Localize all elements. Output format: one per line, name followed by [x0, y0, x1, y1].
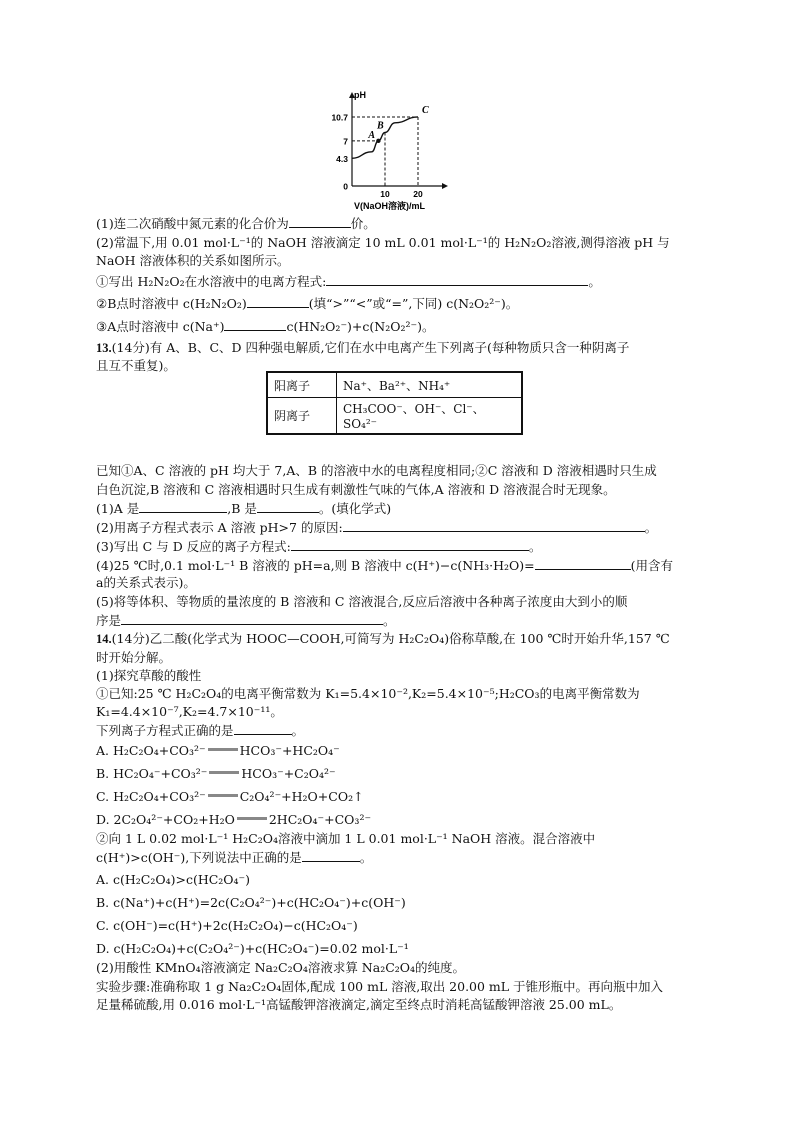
answer-blank[interactable]	[291, 538, 529, 551]
q14-k3-text: 下列离子方程式正确的是	[96, 723, 234, 738]
table-row	[267, 372, 522, 398]
answer-blank[interactable]	[139, 500, 227, 513]
y-tick-label: 0	[343, 181, 348, 192]
q13-part5-line1: (5)将等体积、等物质的量浓度的 B 溶液和 C 溶液混合,反应后溶液中各种离子浓度由大到小的顺	[96, 594, 628, 609]
q14-mix-line1: ②向 1 L 0.02 mol·L⁻¹ H₂C₂O₄溶液中滴加 1 L 0.01 mol·L⁻¹ NaOH 溶液。混合溶液中	[96, 831, 596, 846]
q13-part3	[96, 538, 541, 555]
q13-part1-a: (1)A 是	[96, 501, 140, 516]
question-number: 14.	[96, 632, 112, 646]
q13-known-line2: 白色沉淀,B 溶液和 C 溶液相遇时只生成有刺激性气味的气体,A 溶液和 D 溶液混合时无现象。	[96, 482, 616, 497]
option-a	[96, 743, 340, 759]
q12-part1-end: 价。	[350, 216, 376, 231]
option-d-left: D. 2C₂O₄²⁻+CO₂+H₂O	[96, 812, 235, 827]
x-tick-label: 20	[413, 189, 423, 199]
q13-part2	[96, 519, 657, 536]
question-number: 13.	[96, 341, 112, 355]
q14-header-line2: 时开始分解。	[96, 650, 172, 665]
q13-part4-tail: (用含有	[630, 558, 673, 573]
q13-part1-c: 。(填化学式)	[318, 501, 392, 516]
answer-blank[interactable]	[302, 849, 360, 862]
y-tick-label: 10.7	[331, 112, 348, 123]
q12-sub1	[96, 273, 601, 290]
answer-blank[interactable]	[535, 557, 631, 570]
x-axis-label: V(NaOH溶液)/mL	[354, 201, 426, 211]
q13-known-line1: 已知①A、C 溶液的 pH 均大于 7,A、B 的溶液中水的电离程度相同;②C 溶液和 D 溶液相遇时只生成	[96, 463, 657, 478]
answer-blank[interactable]	[289, 215, 351, 228]
equation-arrow	[237, 817, 267, 820]
y-axis-label: pH	[354, 90, 366, 100]
q12-sub1-text: ①写出 H₂N₂O₂在水溶液中的电离方程式:	[96, 274, 327, 289]
option-c-right: C₂O₄²⁻+H₂O+CO₂↑	[239, 789, 364, 804]
q13-part5-line2	[96, 612, 396, 629]
q12-part1-text: (1)连二次硝酸中氮元素的化合价为	[96, 216, 289, 231]
option-b-right: HCO₃⁻+C₂O₄²⁻	[241, 766, 336, 781]
q12-sub3	[96, 318, 434, 335]
equation-arrow	[208, 794, 238, 797]
y-tick-label: 4.3	[336, 153, 348, 164]
y-tick-label: 7	[343, 136, 348, 147]
q13-part5-end: 。	[383, 613, 396, 628]
q12-sub2-text: ②B点时溶液中 c(H₂N₂O₂)	[96, 296, 247, 311]
q13-part5-text: 序是	[96, 613, 122, 628]
q13-part1	[96, 500, 391, 517]
q14-k3-end: 。	[291, 723, 305, 738]
q13-part4-line2: a的关系式表示)。	[96, 575, 196, 590]
q12-part2-line1: (2)常温下,用 0.01 mol·L⁻¹的 NaOH 溶液滴定 10 mL 0.01 mol·L⁻¹的 H₂N₂O₂溶液,测得溶液 pH 与	[96, 235, 670, 250]
cation-values: Na⁺、Ba²⁺、NH₄⁺	[337, 372, 523, 398]
cation-label: 阳离子	[267, 372, 337, 398]
ion-table	[266, 371, 523, 435]
answer-blank[interactable]	[343, 519, 645, 532]
mix-option-a: A. c(H₂C₂O₄)>c(HC₂O₄⁻)	[96, 872, 251, 887]
q13-part2-text: (2)用离子方程式表示 A 溶液 pH>7 的原因:	[96, 520, 343, 535]
option-b	[96, 766, 336, 782]
q14-mix-end: 。	[359, 850, 373, 865]
answer-blank[interactable]	[224, 318, 286, 331]
q12-sub2	[96, 295, 518, 312]
q13-part1-b: ,B 是	[227, 501, 257, 516]
q14-part2: (2)用酸性 KMnO₄溶液滴定 Na₂C₂O₄溶液求算 Na₂C₂O₄的纯度。	[96, 960, 466, 975]
q13-header-line2: 且互不重复)。	[96, 358, 176, 373]
x-axis-arrow	[442, 183, 448, 189]
point-label-a: A	[368, 129, 376, 141]
q13-part3-end: 。	[528, 539, 542, 554]
q14-mix-line2	[96, 849, 372, 866]
q13-part2-end: 。	[644, 520, 658, 535]
q14-header	[96, 631, 670, 647]
mix-option-d: D. c(H₂C₂O₄)+c(C₂O₄²⁻)+c(HC₂O₄⁻)=0.02 mol·L⁻¹	[96, 941, 409, 956]
q12-sub1-end: 。	[588, 274, 601, 289]
q12-sub3-text: ③A点时溶液中 c(Na⁺)	[96, 319, 225, 334]
option-a-left: A. H₂C₂O₄+CO₃²⁻	[96, 743, 206, 758]
chart-layer	[331, 90, 448, 211]
equation-arrow	[209, 771, 239, 774]
q14-mix-text: c(H⁺)>c(OH⁻),下列说法中正确的是	[96, 850, 302, 865]
point-a	[376, 139, 380, 143]
option-d	[96, 812, 371, 828]
option-d-right: 2HC₂O₄⁻+CO₃²⁻	[268, 812, 372, 827]
q13-header-text: (14分)有 A、B、C、D 四种强电解质,它们在水中电离产生下列离子(每种物质只含一种阴离子	[111, 340, 630, 355]
x-tick-label: 10	[380, 189, 390, 199]
anion-values: CH₃COO⁻、OH⁻、Cl⁻、SO₄²⁻	[337, 398, 523, 435]
anion-label: 阴离子	[267, 398, 337, 435]
mix-option-b: B. c(Na⁺)+c(H⁺)=2c(C₂O₄²⁻)+c(HC₂O₄⁻)+c(OH⁻)	[96, 895, 406, 910]
point-label-b: B	[377, 120, 384, 132]
q12-part1	[96, 215, 376, 232]
q12-part2-line2: NaOH 溶液体积的关系如图所示。	[96, 253, 290, 268]
answer-blank[interactable]	[121, 612, 383, 625]
answer-blank[interactable]	[247, 295, 309, 308]
q13-header	[96, 340, 629, 356]
q14-k-line2: K₁=4.4×10⁻⁷,K₂=4.7×10⁻¹¹。	[96, 704, 283, 719]
answer-blank[interactable]	[257, 500, 319, 513]
point-label-c: C	[422, 104, 429, 116]
q14-k-line1: ①已知:25 ℃ H₂C₂O₄的电离平衡常数为 K₁=5.4×10⁻²,K₂=5.4×10⁻⁵;H₂CO₃的电离平衡常数为	[96, 686, 640, 701]
option-a-right: HCO₃⁻+HC₂O₄⁻	[239, 743, 340, 758]
q12-sub2-tail: (填“>”“<”或“=”,下同) c(N₂O₂²⁻)。	[308, 296, 519, 311]
answer-blank[interactable]	[326, 273, 588, 286]
q13-part4-text: (4)25 ℃时,0.1 mol·L⁻¹ B 溶液的 pH=a,则 B 溶液中 c(H⁺)−c(NH₃·H₂O)=	[96, 558, 535, 573]
mix-option-c: C. c(OH⁻)=c(H⁺)+2c(H₂C₂O₄)−c(HC₂O₄⁻)	[96, 918, 358, 933]
option-c	[96, 789, 364, 805]
q14-exp-line2: 足量稀硫酸,用 0.016 mol·L⁻¹高锰酸钾溶液滴定,滴定至终点时消耗高锰酸钾溶液 25.00 mL。	[96, 997, 622, 1012]
ph-titration-chart	[330, 88, 480, 213]
table-row	[267, 398, 522, 435]
q14-header-text: (14分)乙二酸(化学式为 HOOC—COOH,可简写为 H₂C₂O₄)俗称草酸,在 100 ℃时开始升华,157 ℃	[111, 631, 670, 646]
option-c-left: C. H₂C₂O₄+CO₃²⁻	[96, 789, 206, 804]
q12-sub3-tail: c(HN₂O₂⁻)+c(N₂O₂²⁻)。	[286, 319, 435, 334]
q14-exp-line1: 实验步骤:准确称取 1 g Na₂C₂O₄固体,配成 100 mL 溶液,取出 20.00 mL 于锥形瓶中。再向瓶中加入	[96, 979, 664, 994]
q14-k-line3	[96, 722, 304, 739]
q13-part3-text: (3)写出 C 与 D 反应的离子方程式:	[96, 539, 291, 554]
equation-arrow	[208, 748, 238, 751]
q13-part4	[96, 557, 673, 574]
answer-blank[interactable]	[234, 722, 292, 735]
q14-part1-title: (1)探究草酸的酸性	[96, 668, 202, 683]
option-b-left: B. HC₂O₄⁻+CO₃²⁻	[96, 766, 208, 781]
